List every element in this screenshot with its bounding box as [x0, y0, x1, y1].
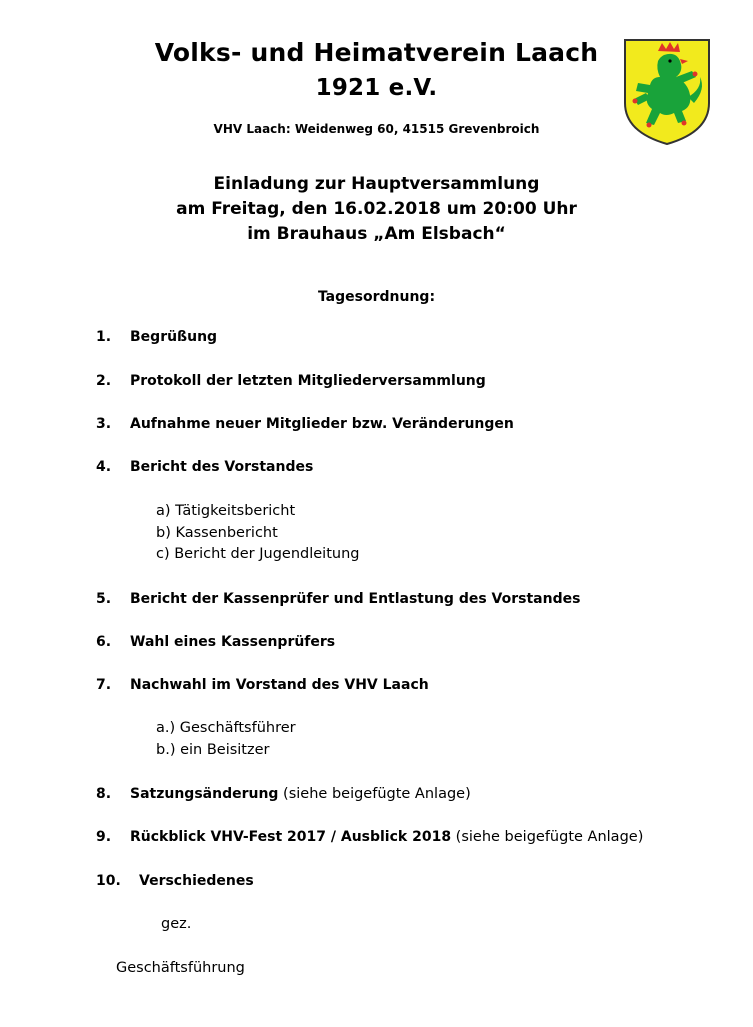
agenda-item	[0, 677, 753, 697]
invitation-line-2: am Freitag, den 16.02.2018 um 20:00 Uhr	[176, 199, 577, 219]
agenda-item-note: (siehe beigefügte Anlage)	[451, 829, 644, 845]
signature-gez: gez.	[161, 916, 192, 932]
agenda-item-title: Begrüßung	[130, 329, 218, 345]
agenda-subitem: c) Bericht der Jugendleitung	[156, 546, 360, 562]
agenda-item	[0, 329, 753, 349]
club-name: Volks- und Heimatverein Laach	[154, 38, 599, 67]
signature-signer: Geschäftsführung	[116, 960, 245, 976]
agenda-item	[0, 634, 753, 654]
invitation-line-3: im Brauhaus „Am Elsbach“	[247, 224, 506, 244]
club-address: VHV Laach: Weidenweg 60, 41515 Grevenbroich	[213, 122, 540, 136]
agenda-heading: Tagesordnung:	[317, 289, 436, 305]
agenda-item-title: Rückblick VHV-Fest 2017 / Ausblick 2018	[130, 829, 452, 845]
agenda-item	[0, 829, 753, 849]
agenda-item-number: 10.	[96, 873, 121, 889]
agenda-item-title: Protokoll der letzten Mitgliederversammlung	[130, 373, 486, 389]
agenda-item-number: 7.	[96, 677, 112, 693]
coat-of-arms-lion-icon	[622, 37, 712, 146]
agenda-item-title: Bericht der Kassenprüfer und Entlastung des Vorstandes	[130, 591, 581, 607]
agenda-item-title: Verschiedenes	[139, 873, 254, 889]
agenda-item-title: Bericht des Vorstandes	[130, 459, 314, 475]
agenda-subitem: b.) ein Beisitzer	[156, 742, 270, 758]
invitation-line-1: Einladung zur Hauptversammlung	[213, 174, 540, 194]
agenda-item	[0, 373, 753, 393]
club-founding: 1921 e.V.	[315, 75, 438, 101]
agenda-item-number: 1.	[96, 329, 112, 345]
agenda-item-title: Satzungsänderung	[130, 786, 279, 802]
agenda-item-title: Wahl eines Kassenprüfers	[130, 634, 336, 650]
agenda-subitem: a) Tätigkeitsbericht	[156, 503, 296, 519]
agenda-item-number: 5.	[96, 591, 112, 607]
agenda-item	[0, 459, 753, 479]
agenda-item	[0, 786, 753, 806]
agenda-item-number: 8.	[96, 786, 112, 802]
agenda-item	[0, 591, 753, 611]
agenda-item-number: 4.	[96, 459, 112, 475]
agenda-item-note: (siehe beigefügte Anlage)	[278, 786, 471, 802]
agenda-item	[0, 873, 753, 893]
agenda-subitem: a.) Geschäftsführer	[156, 720, 296, 736]
agenda-item	[0, 416, 753, 436]
agenda-subitem: b) Kassenbericht	[156, 525, 278, 541]
agenda-item-number: 3.	[96, 416, 112, 432]
agenda-item-title: Nachwahl im Vorstand des VHV Laach	[130, 677, 429, 693]
agenda-item-number: 6.	[96, 634, 112, 650]
agenda-item-number: 2.	[96, 373, 112, 389]
agenda-item-number: 9.	[96, 829, 112, 845]
agenda-item-title: Aufnahme neuer Mitglieder bzw. Veränderungen	[130, 416, 514, 432]
